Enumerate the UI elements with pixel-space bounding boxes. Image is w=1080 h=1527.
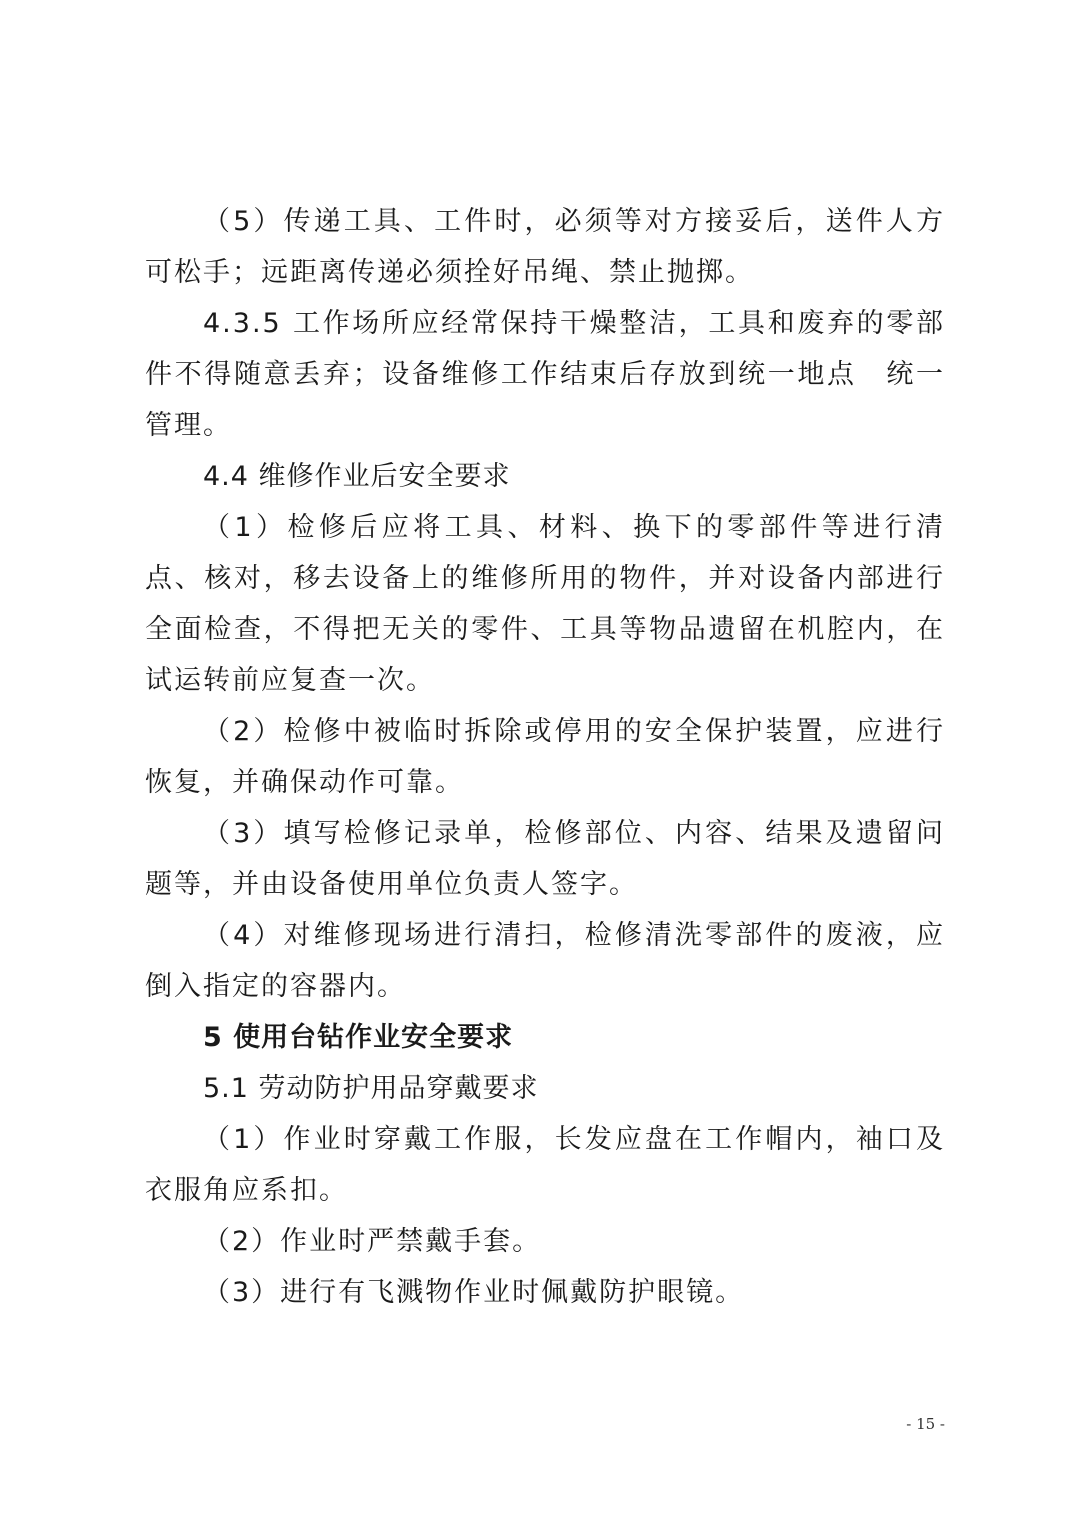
chapter-heading-5: 5 使用台钻作业安全要求 — [203, 1022, 514, 1053]
paragraph-item-5-transfer-tools: （5）传递工具、工件时，必须等对方接妥后，送件人方可松手；远距离传递必须拴好吊绳、禁止抛掷。 — [145, 206, 945, 288]
page-number: - 15 - — [906, 1415, 945, 1433]
paragraph-item-2-safety-devices: （2）检修中被临时拆除或停用的安全保护装置，应进行恢复，并确保动作可靠。 — [145, 716, 945, 798]
section-heading-4-4: 4.4 维修作业后安全要求 — [203, 461, 511, 492]
paragraph-4-3-5-workplace: 4.3.5 工作场所应经常保持干燥整洁，工具和废弃的零部件不得随意丢弃；设备维修工作结束后存放到统一地点 统一管理。 — [145, 308, 945, 441]
paragraph-item-3-record: （3）填写检修记录单，检修部位、内容、结果及遗留问题等，并由设备使用单位负责人签字。 — [145, 818, 945, 900]
paragraph-item-2-no-gloves: （2）作业时严禁戴手套。 — [203, 1226, 542, 1257]
paragraph-item-1-workwear: （1）作业时穿戴工作服，长发应盘在工作帽内，袖口及衣服角应系扣。 — [145, 1124, 945, 1206]
document-body — [145, 196, 945, 1318]
section-heading-5-1: 5.1 劳动防护用品穿戴要求 — [203, 1073, 539, 1104]
paragraph-item-4-cleanup: （4）对维修现场进行清扫，检修清洗零部件的废液，应倒入指定的容器内。 — [145, 920, 945, 1002]
paragraph-item-1-inspection: （1）检修后应将工具、材料、换下的零部件等进行清点、核对，移去设备上的维修所用的物件，并对设备内部进行全面检查，不得把无关的零件、工具等物品遗留在机腔内，在试运转前应复查一次。 — [145, 512, 945, 696]
paragraph-item-3-goggles: （3）进行有飞溅物作业时佩戴防护眼镜。 — [203, 1277, 745, 1308]
